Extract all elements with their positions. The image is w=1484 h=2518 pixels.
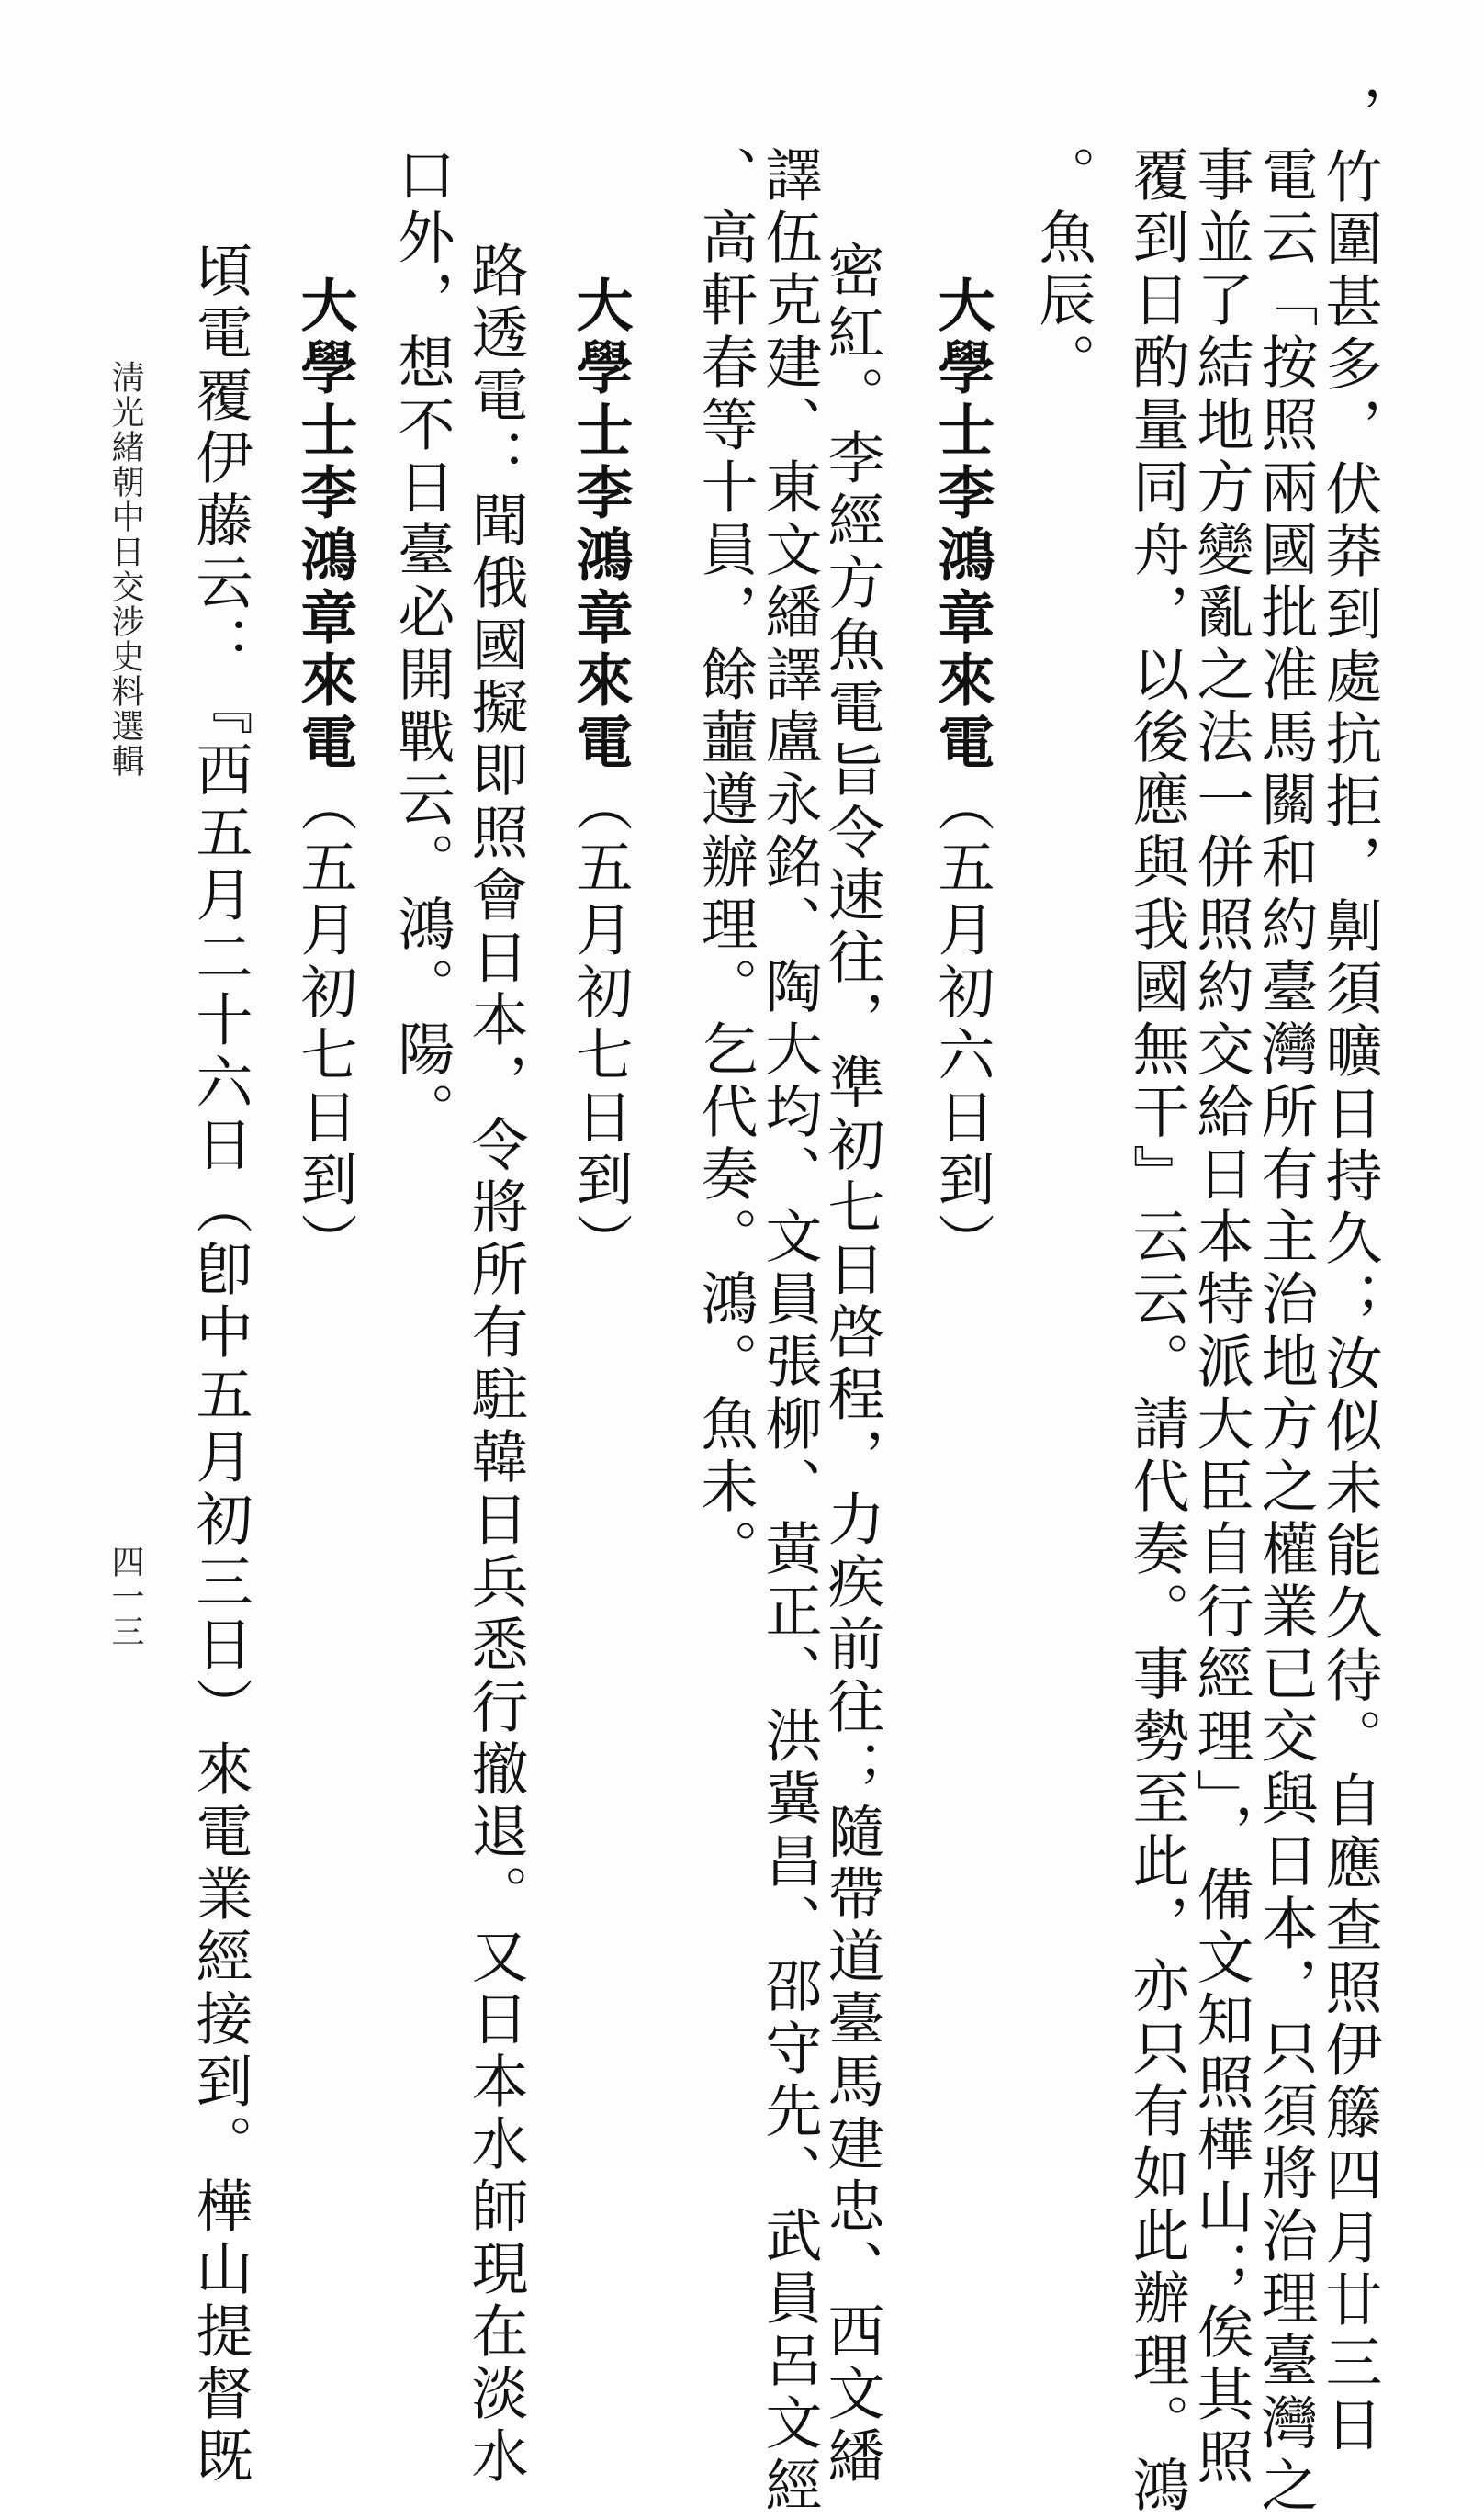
column-text: 電云「按照兩國批准馬關和約臺灣所有主治地方之權業已交與日本，只須將治理臺灣之 <box>1252 145 1319 2518</box>
heading-date-note: （五月初七日到） <box>567 775 634 1275</box>
column-text: 覆到日酌量同舟，以後應與我國無干』云云。請代奏。事勢至此，亦只有如此辦理。鴻 <box>1123 145 1190 2518</box>
column-text: 口外，想不日臺必開戰云。鴻。陽。 <box>388 145 455 1144</box>
running-title <box>107 360 144 779</box>
text-column-7 <box>756 145 823 2518</box>
text-column-4 <box>1123 145 1190 2518</box>
heading-title: 大學士李鴻章來電 <box>928 275 995 775</box>
column-text: 頃電覆伊藤云：『西五月二十六日（卽中五月初三日）來電業經接到。樺山提督既 <box>186 241 253 2489</box>
book-title: 淸光緒朝中日交涉史料選輯 <box>107 360 144 779</box>
text-column-2 <box>1252 145 1319 2518</box>
page-number <box>107 1545 144 1649</box>
column-text: 事並了結地方變亂之法一併照約交給日本特派大臣自行經理」，備文知照樺山；俟其照 <box>1187 145 1254 2490</box>
column-text: ，竹圍甚多，伏莽到處抗拒，劓須曠日持久；汝似未能久待。自應查照伊籐四月廿三日 <box>1316 84 1383 2457</box>
section-heading-1 <box>928 275 995 1275</box>
heading-title: 大學士李鴻章來電 <box>567 275 634 775</box>
column-text: 。魚辰。 <box>1029 145 1096 395</box>
text-column-9 <box>462 241 529 2489</box>
text-column-3 <box>1187 145 1254 2490</box>
heading-date-note: （五月初七日到） <box>291 775 358 1275</box>
column-text: 路透電：聞俄國擬即照會日本，令將所有駐韓日兵悉行撤退。又日本水師現在淡水 <box>462 241 529 2489</box>
column-text: 、高軒春等十員，餘蘁遵辦理。乞代奏。鴻。魚未。 <box>691 145 759 1581</box>
text-column-5 <box>1029 145 1096 395</box>
heading-date-note: （五月初六日到） <box>928 775 995 1275</box>
section-heading-3 <box>291 275 358 1275</box>
text-column-11 <box>186 241 253 2489</box>
section-heading-2 <box>567 275 634 1275</box>
text-column-10 <box>388 145 455 1144</box>
column-text: 密紅。李經方魚電旨令速往，準初七日啓程，力疾前往；隨帶道臺馬建忠、西文繙 <box>818 241 885 2489</box>
column-text: 譯伍克建、東文繙譯盧永銘、陶大均、文員張柳、黃正、洪冀昌、邵守先、武員呂文經 <box>756 145 823 2518</box>
heading-title: 大學士李鴻章來電 <box>291 275 358 775</box>
text-column-1 <box>1316 84 1383 2457</box>
text-column-6 <box>818 241 885 2489</box>
page-number-text: 四一三 <box>107 1545 144 1649</box>
text-column-8 <box>691 145 759 1581</box>
